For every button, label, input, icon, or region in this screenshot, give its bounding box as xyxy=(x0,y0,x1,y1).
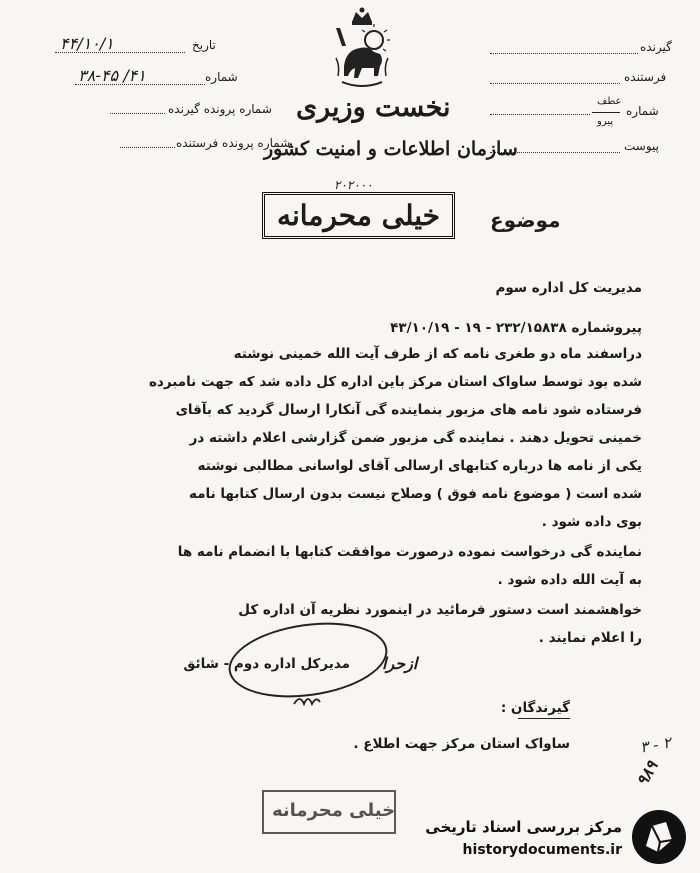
body-line-11: را اعلام نمایند . xyxy=(538,630,642,646)
watermark-name: مرکز بررسی اسناد تاریخی xyxy=(425,818,622,836)
body-line-8: نماینده گی درخواست نموده درصورت موافقت کتابها با انضمام نامه ها xyxy=(177,544,642,560)
number-right-label: شماره xyxy=(626,104,659,118)
date-label: تاریخ xyxy=(192,38,216,52)
sender-file-label: شماره پرونده فرستنده xyxy=(176,136,291,150)
margin-note-line1: ۳ - ۲ xyxy=(638,733,673,757)
attachment-dotted-line xyxy=(490,152,620,153)
sender-file-dotted-line xyxy=(120,147,175,148)
subject-label: موضوع xyxy=(490,208,561,232)
atf-label: عطف xyxy=(597,96,622,107)
lion-and-sun-emblem xyxy=(322,6,402,92)
bottom-stamp-text: خیلی محرمانه xyxy=(272,800,396,821)
site-logo-icon xyxy=(630,808,688,870)
number-value: ۳۸-۴۵ /۴۱ xyxy=(78,66,146,85)
body-line-5: یکی از نامه ها درباره کتابهای ارسالی آقای لواسانی مطالبی نوشته xyxy=(197,458,642,474)
number-dotted-line xyxy=(75,84,205,85)
recipient-item: ساواک استان مرکز جهت اطلاع . xyxy=(353,736,570,752)
number-right-dotted-line xyxy=(490,114,590,115)
receiver-dotted-line xyxy=(490,53,638,54)
handwritten-annotation: ۲۰۲۰۰۰ xyxy=(334,178,373,192)
body-line-7: بوی داده شود . xyxy=(541,514,642,530)
body-line-10: خواهشمند است دستور فرمائید در اینمورد نظریه آن اداره کل xyxy=(238,602,642,618)
date-value: ۴۴/۱۰/۱ xyxy=(60,34,114,53)
watermark-url: historydocuments.ir xyxy=(462,842,622,858)
sender-label: فرستنده xyxy=(624,70,667,84)
signature-text: مدیرکل اداره دوم - شائق xyxy=(183,656,350,672)
atf-divider xyxy=(592,112,620,113)
reference-number: پیروشماره ۲۳۲/۱۵۸۳۸ - ۱۹ - ۴۳/۱۰/۱۹ xyxy=(390,320,642,336)
body-line-2: شده بود توسط ساواک استان مرکز باین اداره کل داده شد که جهت نامبرده xyxy=(148,374,642,390)
receiver-file-label: شماره پرونده گیرنده xyxy=(168,102,272,116)
signature-initials: ازحرا xyxy=(382,654,418,673)
sender-dotted-line xyxy=(490,83,620,84)
margin-note-line2: ۹۸۹ xyxy=(632,757,662,790)
receiver-file-dotted-line xyxy=(110,113,165,114)
peyro-label: پیرو xyxy=(597,116,614,127)
date-dotted-line xyxy=(55,52,185,53)
signature-scribble xyxy=(292,692,322,712)
recipients-underline xyxy=(518,718,570,719)
body-line-3: فرستاده شود نامه های مزبور بنماینده گی آنکارا ارسال گردید که بآقای xyxy=(175,402,642,418)
body-line-1: دراسفند ماه دو طغری نامه که از طرف آیت الله خمینی نوشته xyxy=(233,346,642,362)
body-line-6: شده است ( موضوع نامه فوق ) وصلاح نیست بدون ارسال کتابها نامه xyxy=(188,486,642,502)
recipients-label: گیرندگان : xyxy=(500,700,570,716)
body-line-4: خمینی تحویل دهند . نماینده گی مزبور ضمن گزارشی اعلام داشته در xyxy=(189,430,642,446)
letterhead-title: نخست وزیری xyxy=(296,92,451,123)
number-label: شماره xyxy=(205,70,238,84)
attachment-label: پیوست xyxy=(624,139,659,153)
body-line-9: به آیت الله داده شود . xyxy=(497,572,642,588)
addressee: مدیریت کل اداره سوم xyxy=(495,280,642,296)
classification-stamp: خیلی محرمانه xyxy=(262,192,455,239)
receiver-label: گیرنده xyxy=(640,40,672,54)
letterhead-subtitle: سازمان اطلاعات و امنیت کشور xyxy=(264,138,518,160)
